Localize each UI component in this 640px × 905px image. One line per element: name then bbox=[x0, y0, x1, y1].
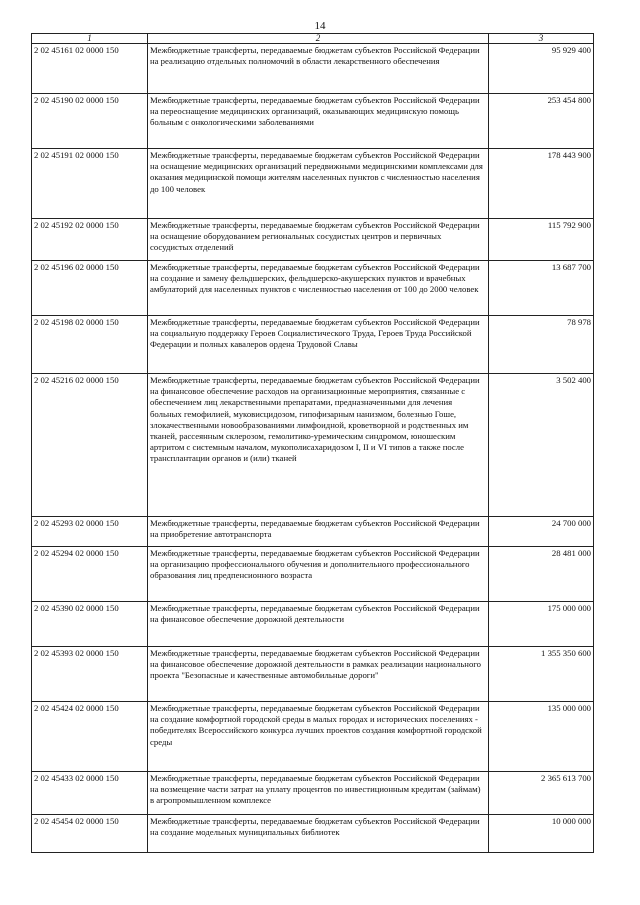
budget-code: 2 02 45293 02 0000 150 bbox=[32, 517, 148, 547]
amount: 13 687 700 bbox=[489, 261, 594, 316]
table-row bbox=[32, 702, 594, 772]
transfer-description: Межбюджетные трансферты, передаваемые бюджетам субъектов Российской Федерации на создание модельных муниципальных библиотек bbox=[148, 815, 489, 853]
column-header-2: 2 bbox=[148, 34, 489, 44]
amount: 2 365 613 700 bbox=[489, 772, 594, 815]
transfer-description: Межбюджетные трансферты, передаваемые бюджетам субъектов Российской Федерации на возмещение части затрат на уплату процентов по инвестиционным кредитам (займам) в агропромышленном комплексе bbox=[148, 772, 489, 815]
transfer-description: Межбюджетные трансферты, передаваемые бюджетам субъектов Российской Федерации на организацию профессионального обучения и дополнительного профессионального образования лиц предпенсионного возраста bbox=[148, 547, 489, 602]
transfer-description: Межбюджетные трансферты, передаваемые бюджетам субъектов Российской Федерации на социальную поддержку Героев Социалистического Труда, Героев Труда Российской Федерации и полных кавалеров ордена Трудовой Славы bbox=[148, 316, 489, 374]
budget-code: 2 02 45294 02 0000 150 bbox=[32, 547, 148, 602]
amount: 3 502 400 bbox=[489, 374, 594, 517]
budget-code: 2 02 45454 02 0000 150 bbox=[32, 815, 148, 853]
transfer-description: Межбюджетные трансферты, передаваемые бюджетам субъектов Российской Федерации на приобретение автотранспорта bbox=[148, 517, 489, 547]
budget-code: 2 02 45161 02 0000 150 bbox=[32, 44, 148, 94]
budget-code: 2 02 45424 02 0000 150 bbox=[32, 702, 148, 772]
table-row bbox=[32, 547, 594, 602]
transfer-description: Межбюджетные трансферты, передаваемые бюджетам субъектов Российской Федерации на создание и замену фельдшерских, фельдшерско-акушерских пунктов и врачебных амбулаторий для населенных пунктов с численностью населения от 100 до 2000 человек bbox=[148, 261, 489, 316]
table-row bbox=[32, 772, 594, 815]
amount: 95 929 400 bbox=[489, 44, 594, 94]
transfer-description: Межбюджетные трансферты, передаваемые бюджетам субъектов Российской Федерации на создание комфортной городской среды в малых городах и исторических поселениях - победителях Всероссийского конкурса лучших проектов создания комфортной городской среды bbox=[148, 702, 489, 772]
table-row bbox=[32, 647, 594, 702]
table-row bbox=[32, 517, 594, 547]
budget-code: 2 02 45390 02 0000 150 bbox=[32, 602, 148, 647]
page-number: 14 bbox=[314, 20, 326, 32]
column-header-1: 1 bbox=[32, 34, 148, 44]
amount: 253 454 800 bbox=[489, 94, 594, 149]
transfer-description: Межбюджетные трансферты, передаваемые бюджетам субъектов Российской Федерации на финансовое обеспечение дорожной деятельности bbox=[148, 602, 489, 647]
amount: 178 443 900 bbox=[489, 149, 594, 219]
budget-code: 2 02 45198 02 0000 150 bbox=[32, 316, 148, 374]
column-number-row bbox=[32, 34, 594, 44]
column-header-3: 3 bbox=[489, 34, 594, 44]
amount: 24 700 000 bbox=[489, 517, 594, 547]
table-row bbox=[32, 219, 594, 261]
transfer-description: Межбюджетные трансферты, передаваемые бюджетам субъектов Российской Федерации на реализацию отдельных полномочий в области лекарственного обеспечения bbox=[148, 44, 489, 94]
amount: 175 000 000 bbox=[489, 602, 594, 647]
budget-code: 2 02 45433 02 0000 150 bbox=[32, 772, 148, 815]
table-row bbox=[32, 316, 594, 374]
amount: 115 792 900 bbox=[489, 219, 594, 261]
table-row bbox=[32, 815, 594, 853]
table-row bbox=[32, 149, 594, 219]
table-row bbox=[32, 44, 594, 94]
transfer-description: Межбюджетные трансферты, передаваемые бюджетам субъектов Российской Федерации на переоснащение медицинских организаций, оказывающих медицинскую помощь больным с онкологическими заболеваниями bbox=[148, 94, 489, 149]
transfer-description: Межбюджетные трансферты, передаваемые бюджетам субъектов Российской Федерации на финансовое обеспечение расходов на организационные мероприятия, связанные с обеспечением лиц лекарственными препаратами, предназначенными для лечения больных гемофилией, муковисцидозом, гипофизарным нанизмом, болезнью Гоше, злокачественными новообразованиями лимфоидной, кроветворной и родственных им тканей, рассеянным склерозом, гемолитико-уремическим синдромом, юношеским артритом с системным началом, мукополисахаридозом I, II и VI типов а также после трансплантации органов и (или) тканей bbox=[148, 374, 489, 517]
budget-table bbox=[31, 33, 594, 853]
budget-code: 2 02 45190 02 0000 150 bbox=[32, 94, 148, 149]
table-row bbox=[32, 261, 594, 316]
amount: 28 481 000 bbox=[489, 547, 594, 602]
amount: 10 000 000 bbox=[489, 815, 594, 853]
table-row bbox=[32, 94, 594, 149]
amount: 1 355 350 600 bbox=[489, 647, 594, 702]
budget-code: 2 02 45216 02 0000 150 bbox=[32, 374, 148, 517]
transfer-description: Межбюджетные трансферты, передаваемые бюджетам субъектов Российской Федерации на оснащение оборудованием региональных сосудистых центров и первичных сосудистых отделений bbox=[148, 219, 489, 261]
transfer-description: Межбюджетные трансферты, передаваемые бюджетам субъектов Российской Федерации на финансовое обеспечение дорожной деятельности в рамках реализации национального проекта "Безопасные и качественные автомобильные дороги" bbox=[148, 647, 489, 702]
table-row bbox=[32, 374, 594, 517]
amount: 135 000 000 bbox=[489, 702, 594, 772]
table-row bbox=[32, 602, 594, 647]
budget-code: 2 02 45196 02 0000 150 bbox=[32, 261, 148, 316]
budget-code: 2 02 45192 02 0000 150 bbox=[32, 219, 148, 261]
budget-code: 2 02 45191 02 0000 150 bbox=[32, 149, 148, 219]
transfer-description: Межбюджетные трансферты, передаваемые бюджетам субъектов Российской Федерации на оснащение медицинских организаций передвижными медицинскими комплексами для оказания медицинской помощи жителям населенных пунктов с численностью населения до 100 человек bbox=[148, 149, 489, 219]
budget-code: 2 02 45393 02 0000 150 bbox=[32, 647, 148, 702]
amount: 78 978 bbox=[489, 316, 594, 374]
